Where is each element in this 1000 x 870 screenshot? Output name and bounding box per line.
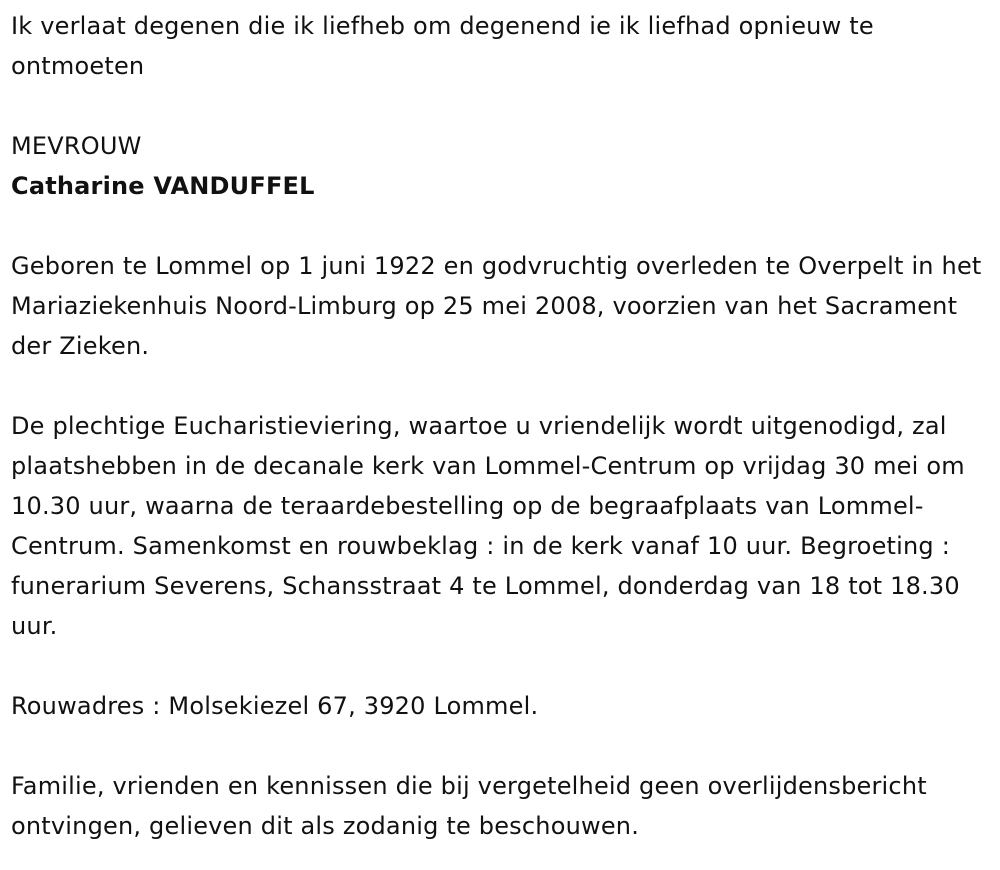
spacer bbox=[11, 646, 993, 686]
ceremony-paragraph: De plechtige Eucharistieviering, waartoe u vriendelijk wordt uitgenodigd, zal plaatshebben in de decanale kerk van Lommel-Centrum op vrijdag 30 mei om 10.30 uur, waarna de teraardebestelling op de begraafplaats van Lommel-Centrum. Samenkomst en rouwbeklag : in de kerk vanaf 10 uur. Begroeting : funerarium Severens, Schansstraat 4 te Lommel, donderdag van 18 tot 18.30 uur. bbox=[11, 412, 965, 640]
spacer bbox=[11, 366, 993, 406]
spacer bbox=[11, 86, 993, 126]
honorific-title: MEVROUW bbox=[11, 132, 142, 160]
mourning-address: Rouwadres : Molsekiezel 67, 3920 Lommel. bbox=[11, 692, 539, 720]
spacer bbox=[11, 206, 993, 246]
motto-text: Ik verlaat degenen die ik liefheb om degenend ie ik liefhad opnieuw te ontmoeten bbox=[11, 12, 874, 80]
spacer bbox=[11, 726, 993, 766]
obituary-notice bbox=[11, 6, 993, 846]
birth-death-paragraph: Geboren te Lommel op 1 juni 1922 en godvruchtig overleden te Overpelt in het Mariaziekenhuis Noord-Limburg op 25 mei 2008, voorzien van het Sacrament der Zieken. bbox=[11, 252, 982, 360]
deceased-name: Catharine VANDUFFEL bbox=[11, 172, 315, 200]
closing-paragraph: Familie, vrienden en kennissen die bij vergetelheid geen overlijdensbericht ontvingen, gelieven dit als zodanig te beschouwen. bbox=[11, 772, 927, 840]
